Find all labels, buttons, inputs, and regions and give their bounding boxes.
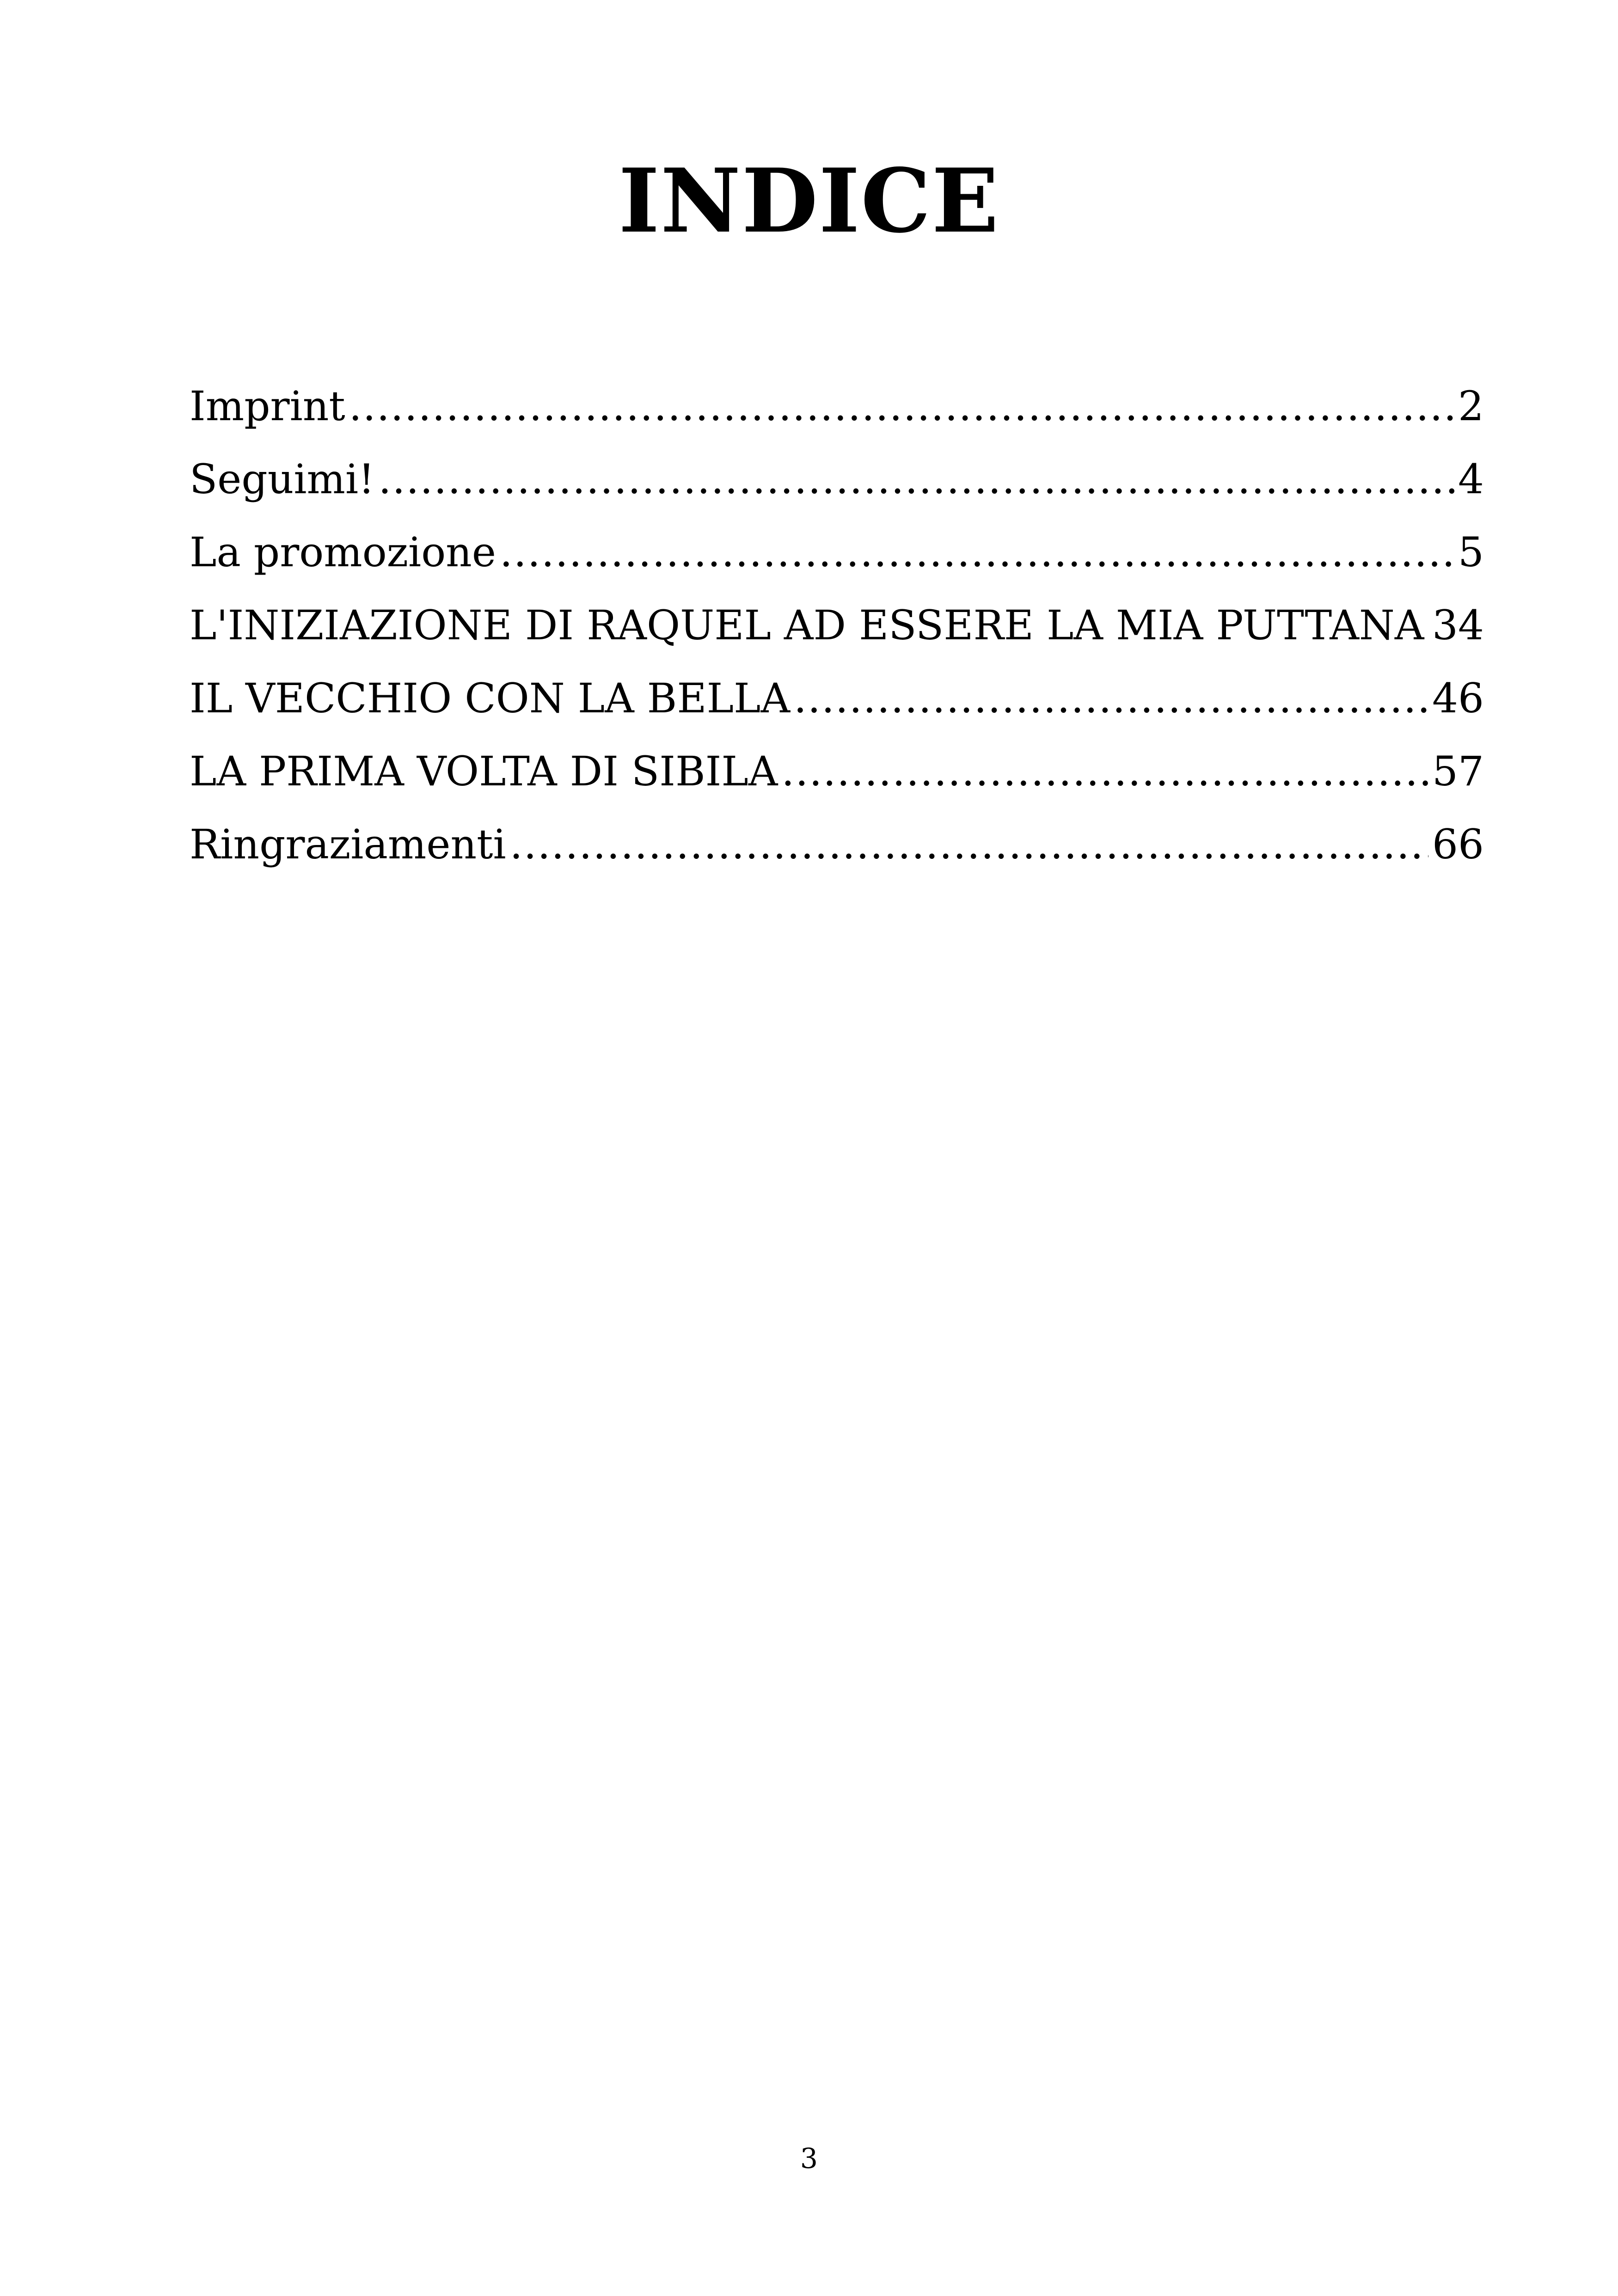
toc-entry-title: Ringraziamenti — [190, 820, 506, 868]
toc-entry-title: IL VECCHIO CON LA BELLA — [190, 674, 790, 722]
toc-entry-vecchio-bella[interactable] — [190, 662, 1484, 735]
toc-entry-title: LA PRIMA VOLTA DI SIBILA — [190, 747, 778, 795]
page-number: 3 — [800, 2143, 818, 2175]
toc-entry-seguimi[interactable] — [190, 443, 1484, 516]
toc-entry-imprint[interactable] — [190, 370, 1484, 443]
toc-entry-page: 46 — [1432, 674, 1484, 722]
toc-dot-leader — [781, 735, 1428, 808]
toc-dot-leader — [500, 516, 1454, 589]
toc-entry-title: Seguimi! — [190, 455, 375, 503]
toc-entry-page: 5 — [1458, 528, 1484, 576]
toc-entry-prima-volta-sibila[interactable] — [190, 735, 1484, 808]
toc-entry-iniziazione-raquel[interactable] — [190, 589, 1484, 662]
toc-entry-ringraziamenti[interactable] — [190, 808, 1484, 881]
page-title: INDICE — [618, 149, 1000, 252]
toc-dot-leader — [794, 662, 1428, 735]
toc-entry-page: 4 — [1458, 455, 1484, 503]
toc-entry-page: 66 — [1432, 820, 1484, 868]
toc-entry-la-promozione[interactable] — [190, 516, 1484, 589]
toc-entry-title: L'INIZIAZIONE DI RAQUEL AD ESSERE LA MIA PUTTANA — [190, 601, 1424, 649]
toc-dot-leader — [378, 443, 1454, 516]
toc-entry-title: La promozione — [190, 528, 496, 576]
toc-entry-page: 57 — [1432, 747, 1484, 795]
table-of-contents — [190, 370, 1484, 881]
toc-entry-page: 34 — [1432, 601, 1484, 649]
toc-entry-title: Imprint — [190, 382, 345, 430]
toc-dot-leader — [510, 808, 1428, 881]
toc-dot-leader — [349, 370, 1454, 443]
toc-entry-page: 2 — [1458, 382, 1484, 430]
